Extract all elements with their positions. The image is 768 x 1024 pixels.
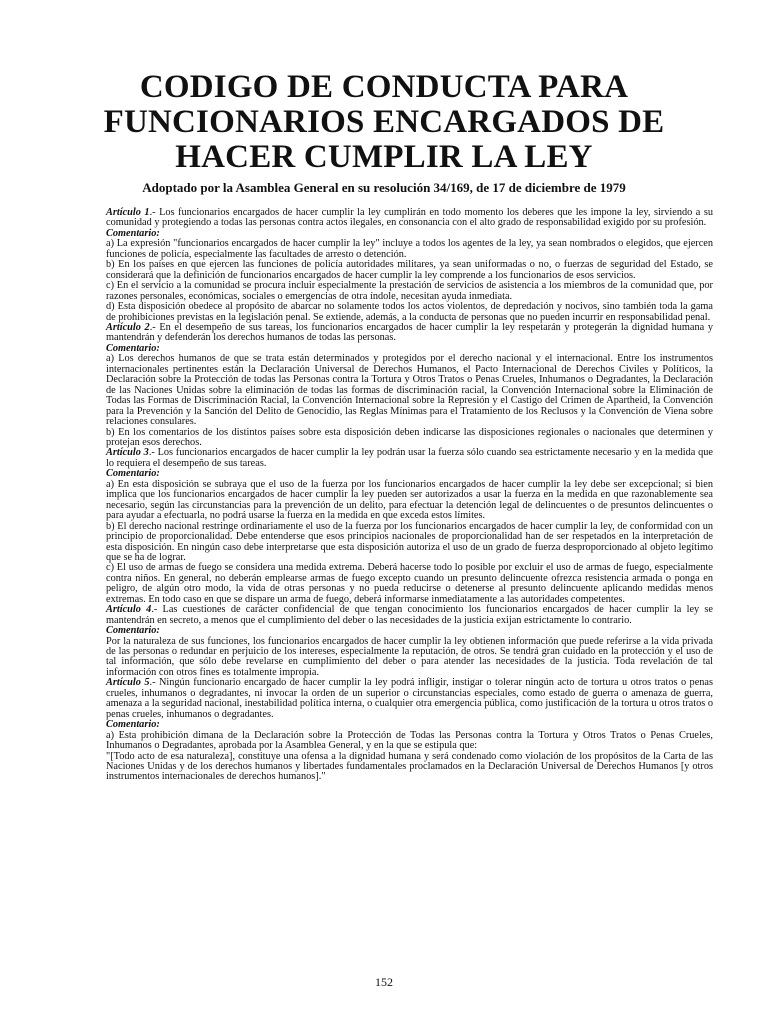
adoption-note: Adoptado por la Asamblea General en su resolución 34/169, de 17 de diciembre de 1979	[142, 180, 626, 195]
title-line-3: HACER CUMPLIR LA LEY	[175, 139, 593, 175]
comment-heading: Comentario:	[106, 625, 160, 637]
article-text: .- Ningún funcionario encargado de hacer cumplir la ley podrá infligir, instigar o tolerar ningún acto de tortura u otros tratos o penas crueles, inhumanos o degradantes, ni invocar la orden de un superior o circunstancias especiales, como estado de guerra o amenaza de guerra, amenaza a la seguridad nacional, inestabilidad política interna, o cualquier otra emergencia pública, como justificación de la tortura u otros tratos o penas crueles, inhumanos o degradantes.	[106, 677, 713, 720]
article-text: .- Los funcionarios encargados de hacer cumplir la ley cumplirán en todo momento los deberes que les impone la ley, sirviendo a su comunidad y protegiendo a todas las personas contra actos ilegales, en consonancia con el alto grado de responsabilidad exigido por su profesión.	[106, 207, 713, 229]
comment-paragraph: "[Todo acto de esa naturaleza], constituye una ofensa a la dignidad humana y será condenado como violación de los propósitos de la Carta de las Naciones Unidas y de los derechos humanos y libertades fundamentales proclamados en la Declaración Universal de Derechos Humanos [y otros instrumentos internacionales de derechos humanos]."	[106, 750, 713, 783]
article-text: .- Las cuestiones de carácter confidencial de que tengan conocimiento los funcionarios encargados de hacer cumplir la ley se mantendrán en secreto, a menos que el cumplimiento del deber o las necesidades de la justicia exijan estrictamente lo contrario.	[106, 604, 713, 626]
comment-heading: Comentario:	[106, 342, 160, 354]
document-title	[60, 70, 708, 175]
comment-paragraph: d) Esta disposición obedece al propósito de abarcar no solamente todos los actos violentos, de depredación y nocivos, sino también toda la gama de prohibiciones previstas en la legislación penal. Se extiende, además, a la conducta de personas que no pueden incurrir en responsabilidad penal.	[106, 301, 713, 323]
comment-paragraph: a) La expresión "funcionarios encargados de hacer cumplir la ley" incluye a todos los agentes de la ley, ya sean nombrados o elegidos, que ejercen funciones de policía, especialmente las facultades de arresto o detención.	[106, 238, 713, 260]
article-text: .- Los funcionarios encargados de hacer cumplir la ley podrán usar la fuerza sólo cuando sea estrictamente necesario y en la medida que lo requiera el desempeño de sus tareas.	[106, 447, 713, 469]
comment-paragraph: c) En el servicio a la comunidad se procura incluir especialmente la prestación de servicios de asistencia a los miembros de la comunidad que, por razones personales, económicas, sociales o emergencias de otra índole, necesitan ayuda inmediata.	[106, 280, 713, 302]
page-number: 152	[375, 975, 393, 989]
article-label: Artículo 4	[106, 604, 152, 616]
comment-paragraph: b) En los países en que ejercen las funciones de policía autoridades militares, ya sean uniformadas o no, o fuerzas de seguridad del Estado, se considerará que la definición de funcionarios encargados de hacer cumplir la ley comprende a los funcionarios de esos servicios.	[106, 259, 713, 281]
comment-heading: Comentario:	[106, 719, 160, 731]
article-label: Artículo 5	[106, 677, 150, 689]
article-2	[106, 323, 713, 344]
document-body	[106, 208, 713, 783]
article-label: Artículo 2	[106, 321, 150, 333]
article-label: Artículo 3	[106, 447, 149, 459]
article-text: .- En el desempeño de sus tareas, los funcionarios encargados de hacer cumplir la ley respetarán y protegerán la dignidad humana y mantendrán y defenderán los derechos humanos de todas las personas.	[106, 321, 713, 344]
comment-paragraph: a) Esta prohibición dimana de la Declaración sobre la Protección de Todas las Personas contra la Tortura y Otros Tratos o Penas Crueles, Inhumanos o Degradantes, aprobada por la Asamblea General, y en la que se estipula que:	[106, 729, 713, 752]
comment-paragraph: b) El derecho nacional restringe ordinariamente el uso de la fuerza por los funcionarios encargados de hacer cumplir la ley, de conformidad con un principio de proporcionalidad. Debe entenderse que esos principios nacionales de proporcionalidad han de ser respetados en la interpretación de esta disposición. En ningún caso debe interpretarse que esta disposición autoriza el uso de un grado de fuerza desproporcionado al objeto legítimo que se ha de lograr.	[106, 520, 713, 563]
article-5	[106, 678, 713, 720]
comment-paragraph: c) El uso de armas de fuego se considera una medida extrema. Deberá hacerse todo lo posible por excluir el uso de armas de fuego, especialmente contra niños. En general, no deberán emplearse armas de fuego excepto cuando un presunto delincuente ofrezca resistencia armada o ponga en peligro, de algún otro modo, la vida de otras personas y no pueda reducirse o detenerse al presunto delincuente aplicando medidas menos extremas. En todo caso en que se dispare un arma de fuego, deberá informarse inmediatamente a las autoridades competentes.	[106, 562, 713, 605]
comment-paragraph: b) En los comentarios de los distintos países sobre esta disposición deben indicarse las disposiciones regionales o nacionales que determinen y protejan esos derechos.	[106, 426, 713, 448]
article-4	[106, 605, 713, 626]
title-line-2: FUNCIONARIOS ENCARGADOS DE	[103, 104, 665, 140]
comment-paragraph: a) En esta disposición se subraya que el uso de la fuerza por los funcionarios encargados de hacer cumplir la ley debe ser excepcional; si bien implica que los funcionarios encargados de hacer cumplir la ley pueden ser autorizados a usar la fuerza en la medida en que razonablemente sea necesario, según las circunstancias para la prevención de un delito, para efectuar la detención legal de delincuentes o de presuntos delincuentes o para ayudar a efectuarla, no podrá usarse la fuerza en la medida en que exceda estos límites.	[106, 478, 713, 522]
article-1	[106, 208, 713, 229]
comment-heading: Comentario:	[106, 468, 160, 480]
comment-heading: Comentario:	[106, 227, 160, 239]
comment-paragraph: Por la naturaleza de sus funciones, los funcionarios encargados de hacer cumplir la ley obtienen información que puede referirse a la vida privada de las personas o redundar en perjuicio de los intereses, especialmente la reputación, de otros. Se tendrá gran cuidado en la protección y el uso de tal información, que sólo debe revelarse en cumplimiento del deber o para atender las necesidades de la justicia. Toda revelación de tal información con otros fines es totalmente impropia.	[106, 635, 713, 678]
article-label: Artículo 1	[106, 207, 150, 218]
comment-paragraph: a) Los derechos humanos de que se trata están determinados y protegidos por el derecho nacional y el internacional. Entre los instrumentos internacionales pertinentes están la Declaración Universal de Derechos Humanos, el Pacto Internacional de Derechos Civiles y Políticos, la Declaración sobre la Protección de todas las Personas contra la Tortura y Otros Tratos o Penas Crueles, Inhumanos o Degradantes, la Declaración de las Naciones Unidas sobre la eliminación de todas las formas de discriminación racial, la Convención Internacional sobre la Eliminación de Todas las Formas de Discriminación Racial, la Convención Internacional sobre la Represión y el Castigo del Crimen de Apartheid, la Convención para la Prevención y la Sanción del Delito de Genocidio, las Reglas Mínimas para el Tratamiento de los Reclusos y la Convención de Viena sobre relaciones consulares.	[106, 353, 713, 428]
article-3	[106, 448, 713, 469]
title-line-1: CODIGO DE CONDUCTA PARA	[139, 69, 629, 105]
